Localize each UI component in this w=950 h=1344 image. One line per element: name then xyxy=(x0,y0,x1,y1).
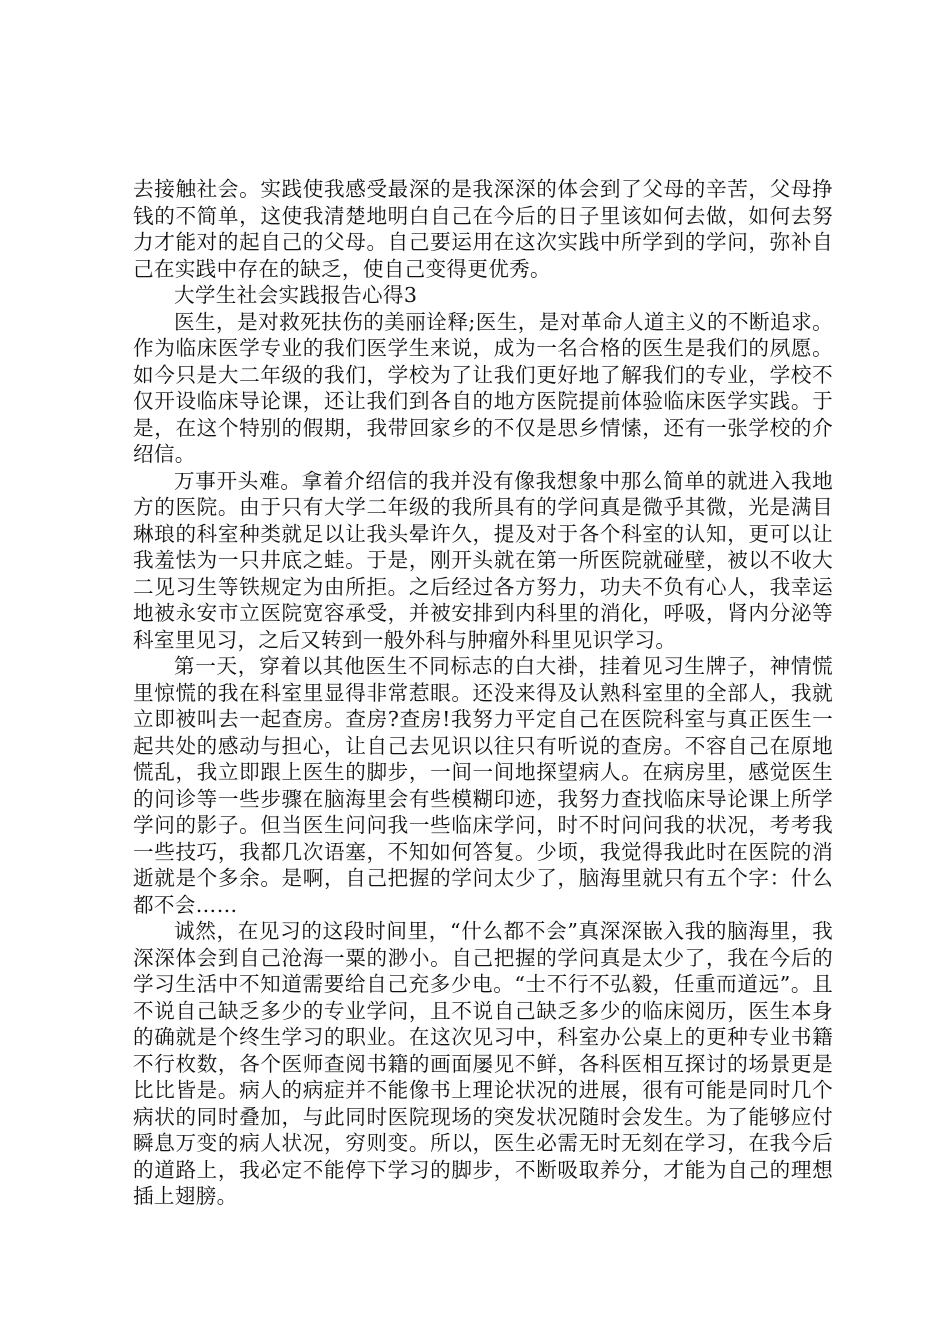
paragraph-reflection: 诚然，在见习的这段时间里，“什么都不会”真深深嵌入我的脑海里，我深深体会到自己沧海一粟的渺小。自己把握的学问真是太少了，我在今后的学习生活中不知道需要给自己充多少电。“士不行不弘毅，任重而道远”。且不说自己缺乏多少的专业学问，且不说自己缺乏多少的临床阅历，医生本身的确就是个终生学习的职业。在这次见习中，科室办公桌上的更种专业书籍不行枚数，各个医师查阅书籍的画面屡见不鲜，各科医相互探讨的场景更是比比皆是。病人的病症并不能像书上理论状况的进展，很有可能是同时几个病状的同时叠加，与此同时医院现场的突发状况随时会发生。为了能够应付瞬息万变的病人状况，穷则变。所以，医生必需无时无刻在学习，在我今后的道路上，我必定不能停下学习的脚步，不断吸取养分，才能为自己的理想插上翅膀。 xyxy=(133,919,833,1208)
section-heading: 大学生社会实践报告心得3 xyxy=(174,283,418,307)
paragraph-beginning: 万事开头难。拿着介绍信的我并没有像我想象中那么简单的就进入我地方的医院。由于只有大学二年级的我所具有的学问真是微乎其微，光是满目琳琅的科室种类就足以让我头晕许久，提及对于各个科室的认知，更可以让我羞怯为一只井底之蛙。于是，刚开头就在第一所医院就碰壁，被以不收大二见习生等铁规定为由所拒。之后经过各方努力，功夫不负有心人，我幸运地被永安市立医院宽容承受，并被安排到内科里的消化，呼吸，肾内分泌等科室里见习，之后又转到一般外科与肿瘤外科里见识学习。 xyxy=(133,468,833,652)
paragraph-first-day: 第一天，穿着以其他医生不同标志的白大褂，挂着见习生牌子，神情慌里惊慌的我在科室里显得非常惹眼。还没来得及认熟科室里的全部人，我就立即被叫去一起查房。查房?查房!我努力平定自己在医院科室与真正医生一起共处的感动与担心，让自己去见识以往只有听说的查房。不容自己在原地慌乱，我立即跟上医生的脚步，一间一间地探望病人。在病房里，感觉医生的问诊等一些步骤在脑海里会有些模糊印迹，我努力查找临床导论课上所学学问的影子。但当医生问问我一些临床学问，时不时问问我的状况，考考我一些技巧，我都几次语塞，不知如何答复。少顷，我觉得我此时在医院的消逝就是个多余。是啊，自己把握的学问太少了，脑海里就只有五个字：什么都不会…… xyxy=(133,654,833,917)
paragraph-doctor: 医生，是对救死扶伤的美丽诠释;医生，是对革命人道主义的不断追求。作为临床医学专业的我们医学生来说，成为一名合格的医生是我们的夙愿。如今只是大二年级的我们，学校为了让我们更好地了解我们的专业，学校不仅开设临床导论课，还让我们到各自的地方医院提前体验临床医学实践。于是，在这个特别的假期，我带回家乡的不仅是思乡情愫，还有一张学校的介绍信。 xyxy=(133,309,833,466)
document-body xyxy=(133,176,833,1210)
paragraph-intro: 去接触社会。实践使我感受最深的是我深深的体会到了父母的辛苦，父母挣钱的不简单，这使我清楚地明白自己在今后的日子里该如何去做，如何去努力才能对的起自己的父母。自己要运用在这次实践中所学到的学问，弥补自己在实践中存在的缺乏，使自己变得更优秀。 xyxy=(133,177,833,281)
